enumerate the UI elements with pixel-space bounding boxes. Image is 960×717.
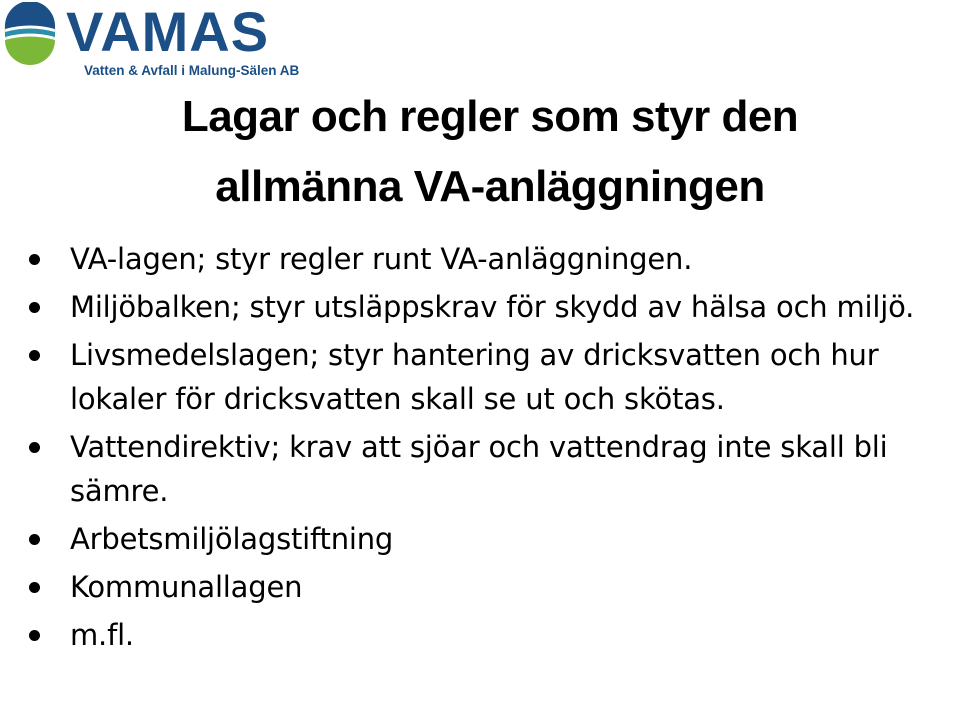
bullet-dot-icon [29, 302, 40, 313]
logo-blue-wave [5, 2, 55, 29]
bullet-item [0, 425, 960, 513]
bullet-dot-icon [29, 630, 40, 641]
slide-title [20, 82, 960, 222]
bullet-item [0, 517, 960, 561]
bullet-text: VA-lagen; styr regler runt VA-anläggningen. [70, 242, 693, 276]
slide-title-line-2: allmänna VA-anläggningen [215, 162, 765, 211]
vamas-logo [4, 2, 336, 82]
bullet-dot-icon [29, 350, 40, 361]
bullet-item [0, 333, 960, 421]
bullet-item [0, 237, 960, 281]
bullet-text: Livsmedelslagen; styr hantering av dricksvatten och hur lokaler för dricksvatten skall se ut och skötas. [70, 338, 879, 416]
bullet-item [0, 613, 960, 657]
bullet-item [0, 565, 960, 609]
logo-tagline: Vatten & Avfall i Malung-Sälen AB [84, 63, 300, 78]
bullet-text: Kommunallagen [70, 570, 303, 604]
bullet-dot-icon [29, 582, 40, 593]
bullet-text: Miljöbalken; styr utsläppskrav för skydd av hälsa och miljö. [70, 290, 915, 324]
slide-title-line-1: Lagar och regler som styr den [181, 92, 799, 141]
bullet-dot-icon [29, 254, 40, 265]
logo-wordmark: VAMAS [66, 2, 270, 63]
logo-green-wave [5, 37, 55, 66]
bullet-text: m.fl. [70, 618, 134, 652]
bullet-item [0, 285, 960, 329]
bullet-dot-icon [29, 534, 40, 545]
bullet-list [0, 237, 960, 661]
vamas-logo-graphic [4, 2, 336, 82]
bullet-text: Arbetsmiljölagstiftning [70, 522, 394, 556]
bullet-dot-icon [29, 442, 40, 453]
bullet-text: Vattendirektiv; krav att sjöar och vattendrag inte skall bli sämre. [70, 430, 888, 508]
